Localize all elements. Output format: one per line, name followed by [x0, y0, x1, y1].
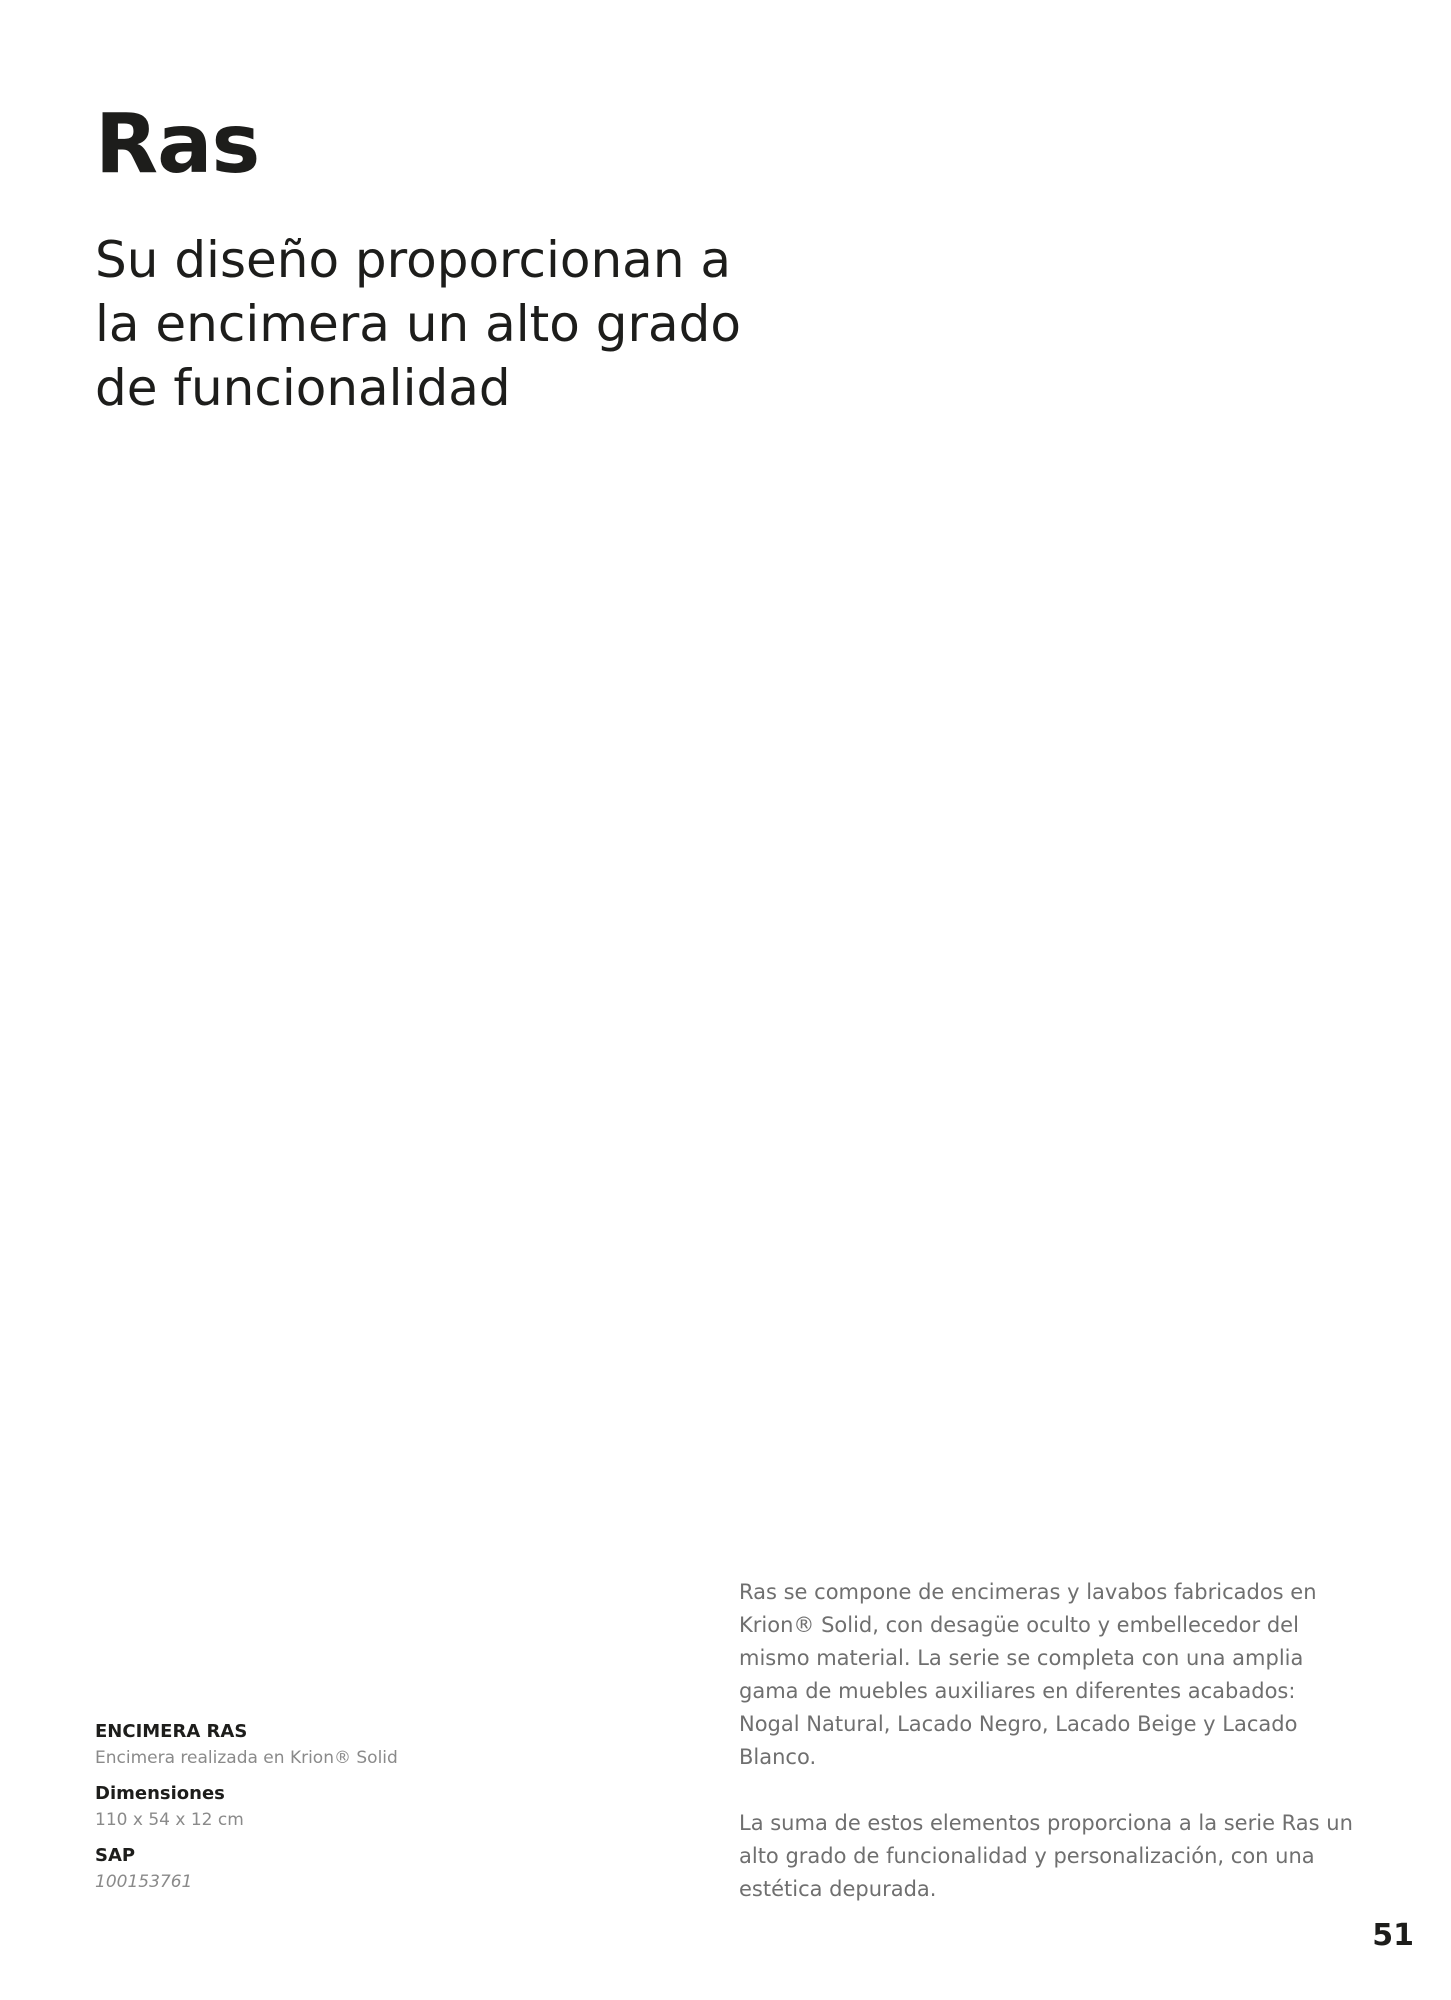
subtitle-line: Su diseño proporcionan a: [95, 231, 732, 289]
page-title: Ras: [95, 97, 260, 192]
text-line: Nogal Natural, Lacado Negro, Lacado Beige y Lacado: [739, 1712, 1298, 1736]
text-line: gama de muebles auxiliares en diferentes acabados:: [739, 1679, 1296, 1703]
description-text: [739, 1576, 1359, 1906]
text-line: mismo material. La serie se completa con una amplia: [739, 1646, 1304, 1670]
subtitle-line: la encimera un alto grado: [95, 295, 741, 353]
text-line: Blanco.: [739, 1745, 817, 1769]
description-paragraph-2: [739, 1807, 1359, 1906]
sap-label: SAP: [95, 1845, 136, 1866]
page-number: 51: [1372, 1918, 1414, 1953]
text-line: alto grado de funcionalidad y personalización, con una: [739, 1844, 1315, 1868]
sap-value: 100153761: [95, 1872, 193, 1892]
description-paragraph-1: [739, 1576, 1359, 1774]
text-line: estética depurada.: [739, 1877, 937, 1901]
page-subtitle: [95, 228, 815, 420]
dimensions-label: Dimensiones: [95, 1783, 225, 1804]
subtitle-line: de funcionalidad: [95, 359, 511, 417]
text-line: Krion® Solid, con desagüe oculto y embellecedor del: [739, 1613, 1299, 1637]
text-line: Ras se compone de encimeras y lavabos fabricados en: [739, 1580, 1317, 1604]
dimensions-value: 110 x 54 x 12 cm: [95, 1810, 244, 1830]
product-description: Encimera realizada en Krion® Solid: [95, 1748, 398, 1768]
product-name: ENCIMERA RAS: [95, 1721, 248, 1742]
product-spec: [95, 1720, 615, 1906]
text-line: La suma de estos elementos proporciona a la serie Ras un: [739, 1811, 1353, 1835]
